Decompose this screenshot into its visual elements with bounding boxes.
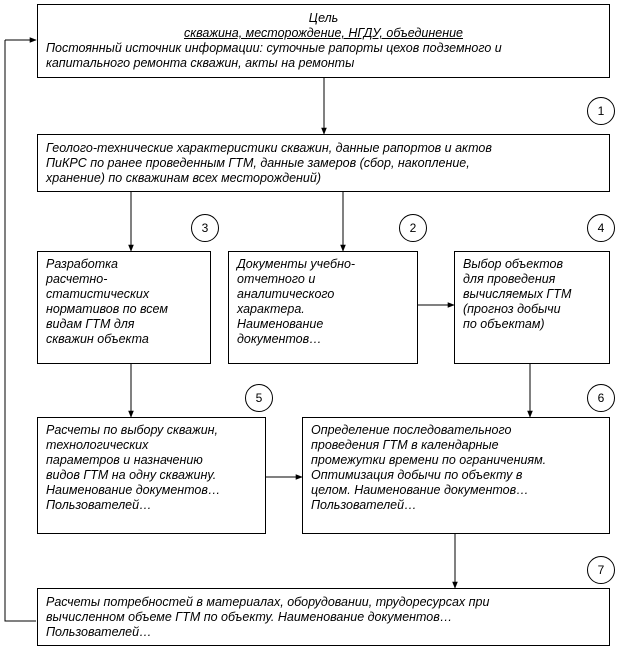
well-calc-line: Пользователей…	[46, 498, 152, 512]
step-badge-3: 3	[191, 214, 219, 242]
well-calc-box	[37, 417, 266, 534]
norms-box	[37, 251, 211, 364]
object-selection-line: Выбор объектов	[463, 257, 564, 271]
sequence-box	[302, 417, 610, 534]
sequence-line: Пользователей…	[311, 498, 417, 512]
resources-line: вычисленном объеме ГТМ по объекту. Наименование документов…	[46, 610, 453, 624]
object-selection-line: вычисляемых ГТМ	[463, 287, 572, 301]
goal-subtitle: скважина, месторождение, НГДУ, объединение	[183, 26, 463, 40]
info-line: Геолого-технические характеристики скважин, данные рапортов и актов	[46, 141, 492, 155]
well-calc-line: технологических	[46, 438, 149, 452]
norms-line: скважин объекта	[46, 332, 149, 346]
norms-line: видам ГТМ для	[46, 317, 135, 331]
resources-line: Расчеты потребностей в материалах, оборудовании, трудоресурсах при	[46, 595, 490, 609]
documents-line: отчетного и	[237, 272, 316, 286]
documents-line: аналитического	[237, 287, 335, 301]
sequence-line: Оптимизация добычи по объекту в	[311, 468, 523, 482]
goal-line: Постоянный источник информации: суточные рапорты цехов подземного и	[46, 41, 502, 55]
goal-line: капитального ремонта скважин, акты на ремонты	[46, 56, 355, 70]
info-line: хранение) по скважинам всех месторождений)	[46, 171, 321, 185]
step-badge-1: 1	[587, 97, 615, 125]
info-box	[37, 134, 610, 192]
well-calc-line: Наименование документов…	[46, 483, 221, 497]
documents-box	[228, 251, 418, 364]
goal-box	[37, 4, 610, 78]
object-selection-box	[454, 251, 610, 364]
documents-line: документов…	[237, 332, 322, 346]
object-selection-line: по объектам)	[463, 317, 545, 331]
documents-line: Наименование	[237, 317, 324, 331]
resources-box	[37, 588, 610, 646]
sequence-line: целом. Наименование документов…	[311, 483, 529, 497]
step-badge-4: 4	[587, 214, 615, 242]
documents-line: Документы учебно-	[237, 257, 356, 271]
step-badge-7: 7	[587, 556, 615, 584]
norms-line: статистических	[46, 287, 150, 301]
documents-line: характера.	[237, 302, 305, 316]
feedback-line	[5, 40, 36, 621]
well-calc-line: видов ГТМ на одну скважину.	[46, 468, 217, 482]
well-calc-line: Расчеты по выбору скважин,	[46, 423, 219, 437]
sequence-line: Определение последовательного	[311, 423, 512, 437]
norms-line: нормативов по всем	[46, 302, 168, 316]
norms-line: расчетно-	[46, 272, 108, 286]
goal-title: Цель	[308, 11, 339, 25]
step-badge-5: 5	[245, 384, 273, 412]
step-badge-2: 2	[399, 214, 427, 242]
object-selection-line: для проведения	[463, 272, 556, 286]
info-line: ПиКРС по ранее проведенным ГТМ, данные замеров (сбор, накопление,	[46, 156, 470, 170]
object-selection-line: (прогноз добычи	[463, 302, 561, 316]
sequence-line: проведения ГТМ в календарные	[311, 438, 499, 452]
sequence-line: промежутки времени по ограничениям.	[311, 453, 547, 467]
step-badge-6: 6	[587, 384, 615, 412]
well-calc-line: параметров и назначению	[46, 453, 203, 467]
norms-line: Разработка	[46, 257, 118, 271]
resources-line: Пользователей…	[46, 625, 152, 639]
